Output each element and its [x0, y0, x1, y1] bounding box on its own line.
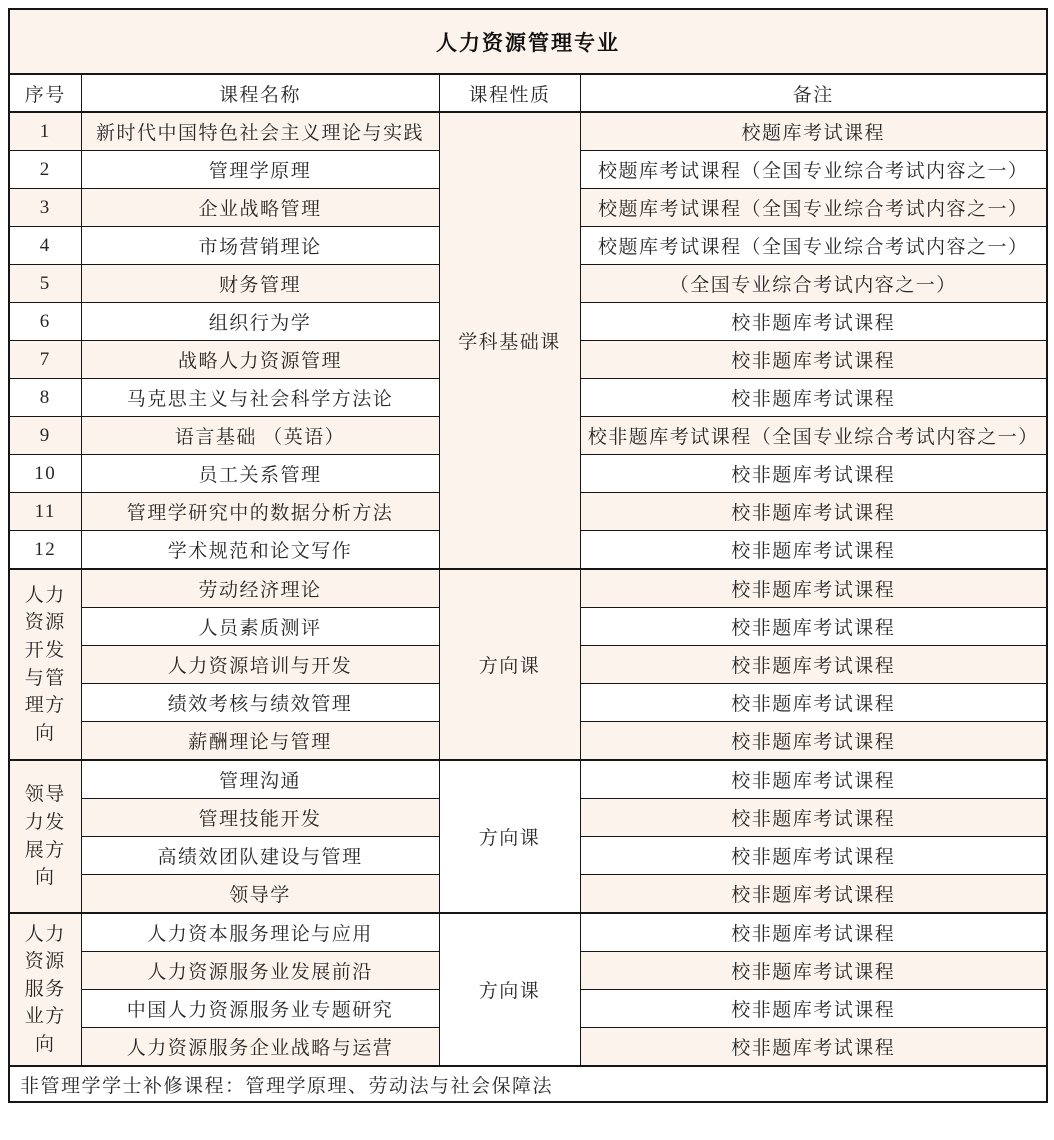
row-number-cell: 7	[9, 341, 81, 379]
course-name-cell: 人力资源服务业发展前沿	[81, 952, 439, 990]
remark-cell: 校非题库考试课程	[580, 608, 1047, 646]
remark-cell: 校非题库考试课程	[580, 722, 1047, 761]
row-number-cell: 3	[9, 189, 81, 227]
remark-cell: 校题库考试课程	[580, 112, 1047, 151]
row-number-cell: 6	[9, 303, 81, 341]
row-number-cell: 8	[9, 379, 81, 417]
row-number-cell: 2	[9, 151, 81, 189]
table-title-row	[9, 9, 1047, 74]
remark-cell: 校非题库考试课程	[580, 684, 1047, 722]
course-name-cell: 领导学	[81, 875, 439, 914]
course-name-cell: 人员素质测评	[81, 608, 439, 646]
section-label-cell: 领导力发展方向	[9, 760, 81, 913]
course-name-cell: 市场营销理论	[81, 227, 439, 265]
course-name-cell: 组织行为学	[81, 303, 439, 341]
course-name-cell: 新时代中国特色社会主义理论与实践	[81, 112, 439, 151]
remark-cell: 校非题库考试课程（全国专业综合考试内容之一）	[580, 417, 1047, 455]
course-name-cell: 高绩效团队建设与管理	[81, 837, 439, 875]
course-name-cell: 学术规范和论文写作	[81, 531, 439, 570]
row-number-cell: 1	[9, 112, 81, 151]
course-nature-cell: 学科基础课	[439, 112, 580, 569]
remark-cell: 校题库考试课程（全国专业综合考试内容之一）	[580, 227, 1047, 265]
remark-cell: 校非题库考试课程	[580, 799, 1047, 837]
remark-cell: 校非题库考试课程	[580, 493, 1047, 531]
column-header-no: 序号	[9, 74, 81, 112]
table-row	[9, 913, 1047, 952]
remark-cell: 校非题库考试课程	[580, 990, 1047, 1028]
course-name-cell: 语言基础 （英语）	[81, 417, 439, 455]
row-number-cell: 9	[9, 417, 81, 455]
remark-cell: 校非题库考试课程	[580, 646, 1047, 684]
remark-cell: 校非题库考试课程	[580, 455, 1047, 493]
course-name-cell: 管理技能开发	[81, 799, 439, 837]
row-number-cell: 11	[9, 493, 81, 531]
course-name-cell: 劳动经济理论	[81, 569, 439, 608]
remark-cell: 校非题库考试课程	[580, 875, 1047, 914]
remark-cell: 校题库考试课程（全国专业综合考试内容之一）	[580, 151, 1047, 189]
course-name-cell: 企业战略管理	[81, 189, 439, 227]
course-name-cell: 管理学原理	[81, 151, 439, 189]
column-header-remark: 备注	[580, 74, 1047, 112]
footer-note: 非管理学学士补修课程：管理学原理、劳动法与社会保障法	[9, 1066, 1047, 1102]
column-header-course: 课程名称	[81, 74, 439, 112]
table-row	[9, 569, 1047, 608]
remark-cell: 校非题库考试课程	[580, 341, 1047, 379]
remark-cell: 校题库考试课程（全国专业综合考试内容之一）	[580, 189, 1047, 227]
section-label-cell: 人力资源开发与管理方向	[9, 569, 81, 760]
course-name-cell: 财务管理	[81, 265, 439, 303]
row-number-cell: 12	[9, 531, 81, 570]
course-name-cell: 管理沟通	[81, 760, 439, 799]
remark-cell: （全国专业综合考试内容之一）	[580, 265, 1047, 303]
table-header-row	[9, 74, 1047, 112]
course-name-cell: 绩效考核与绩效管理	[81, 684, 439, 722]
remark-cell: 校非题库考试课程	[580, 531, 1047, 570]
course-name-cell: 员工关系管理	[81, 455, 439, 493]
course-name-cell: 马克思主义与社会科学方法论	[81, 379, 439, 417]
course-nature-cell: 方向课	[439, 913, 580, 1066]
table-row	[9, 112, 1047, 151]
section-label-cell: 人力资源服务业方向	[9, 913, 81, 1066]
table-footer-row	[9, 1066, 1047, 1102]
course-nature-cell: 方向课	[439, 569, 580, 760]
remark-cell: 校非题库考试课程	[580, 303, 1047, 341]
course-name-cell: 人力资本服务理论与应用	[81, 913, 439, 952]
course-name-cell: 战略人力资源管理	[81, 341, 439, 379]
course-table	[8, 8, 1048, 1103]
table-row	[9, 760, 1047, 799]
course-name-cell: 人力资源服务企业战略与运营	[81, 1028, 439, 1067]
remark-cell: 校非题库考试课程	[580, 1028, 1047, 1067]
row-number-cell: 10	[9, 455, 81, 493]
remark-cell: 校非题库考试课程	[580, 760, 1047, 799]
course-name-cell: 薪酬理论与管理	[81, 722, 439, 761]
course-name-cell: 管理学研究中的数据分析方法	[81, 493, 439, 531]
remark-cell: 校非题库考试课程	[580, 379, 1047, 417]
remark-cell: 校非题库考试课程	[580, 569, 1047, 608]
course-name-cell: 中国人力资源服务业专题研究	[81, 990, 439, 1028]
column-header-nature: 课程性质	[439, 74, 580, 112]
remark-cell: 校非题库考试课程	[580, 913, 1047, 952]
course-nature-cell: 方向课	[439, 760, 580, 913]
row-number-cell: 5	[9, 265, 81, 303]
remark-cell: 校非题库考试课程	[580, 837, 1047, 875]
row-number-cell: 4	[9, 227, 81, 265]
remark-cell: 校非题库考试课程	[580, 952, 1047, 990]
course-name-cell: 人力资源培训与开发	[81, 646, 439, 684]
table-title: 人力资源管理专业	[9, 9, 1047, 74]
